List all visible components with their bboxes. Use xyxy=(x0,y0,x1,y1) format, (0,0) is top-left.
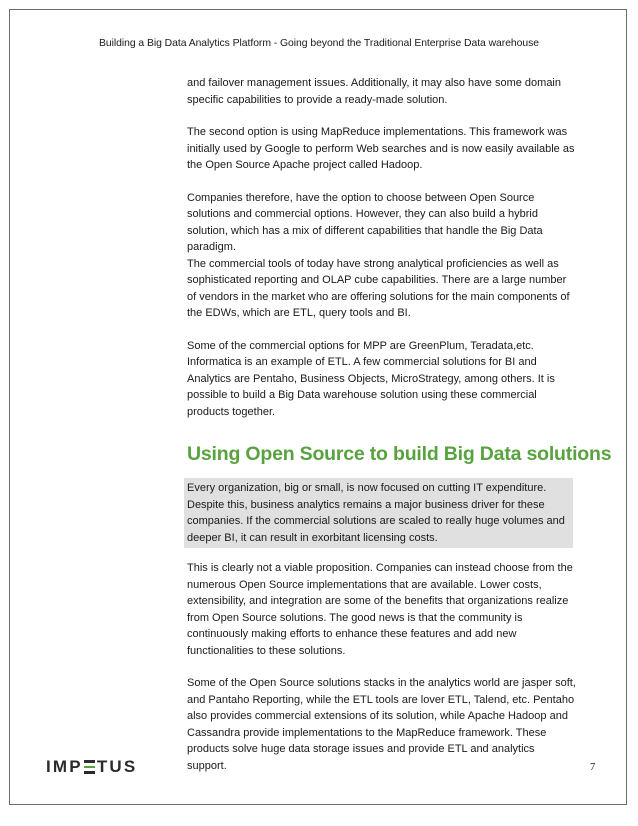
logo-text-right: TUS xyxy=(96,757,138,776)
impetus-logo xyxy=(46,758,137,776)
paragraph-commercial-tools: The commercial tools of today have strong analytical proficiencies as well as sophisticated reporting and OLAP cube capabilities. There are a large number of vendors in the market who are offering solutions for the main components of the EDWs, which are ETL, query tools and BI. xyxy=(187,257,570,319)
paragraph-open-source-benefits: This is clearly not a viable proposition. Companies can instead choose from the numerous Open Source implementations that are available. Lower costs, extensibility, and integration are some of the benefits that organizations realize from Open Source solutions. The good news is that the community is continuously making efforts to enhance these features and add new functionalities to these solutions. xyxy=(187,562,573,657)
paragraph-mapreduce: The second option is using MapReduce implementations. This framework was initially used by Google to perform Web searches and is now easily available as the Open Source Apache project called Hadoop. xyxy=(187,126,575,171)
section-heading: Using Open Source to build Big Data solutions xyxy=(187,443,612,465)
page-number: 7 xyxy=(590,762,596,773)
logo-e-glyph-icon xyxy=(84,760,95,774)
running-header: Building a Big Data Analytics Platform - Going beyond the Traditional Enterprise Data warehouse xyxy=(99,38,539,49)
paragraph-failover: and failover management issues. Additionally, it may also have some domain specific capabilities to provide a ready-made solution. xyxy=(187,77,561,106)
paragraph-commercial-options: Some of the commercial options for MPP are GreenPlum, Teradata,etc. Informatica is an example of ETL. A few commercial solutions for BI and Analytics are Pentaho, Business Objects, MicroStrategy, among others. It is possible to build a Big Data warehouse solution using these commercial products together. xyxy=(187,339,555,418)
document-body xyxy=(187,75,612,774)
highlighted-callout: Every organization, big or small, is now focused on cutting IT expenditure. Despite this, business analytics remains a major business driver for these companies. If the commercial solutions are scaled to really huge volumes and deeper BI, it can result in exorbitant licensing costs. xyxy=(184,478,573,548)
paragraph-open-source-stacks: Some of the Open Source solutions stacks in the analytics world are jasper soft, and Pantaho Reporting, while the ETL tools are lover ETL, Talend, etc. Pentaho also provides commercial extensions of its solution, while Apache Hadoop and Cassandra provide implementations to the MapReduce framework. These products solve huge data storage issues and provide ETL and analytics support. xyxy=(187,677,576,772)
logo-text-left: IMP xyxy=(46,757,83,776)
paragraph-options: Companies therefore, have the option to choose between Open Source solutions and commercial options. However, they can also build a hybrid solution, which has a mix of different capabilities that handle the Big Data paradigm. xyxy=(187,191,543,253)
